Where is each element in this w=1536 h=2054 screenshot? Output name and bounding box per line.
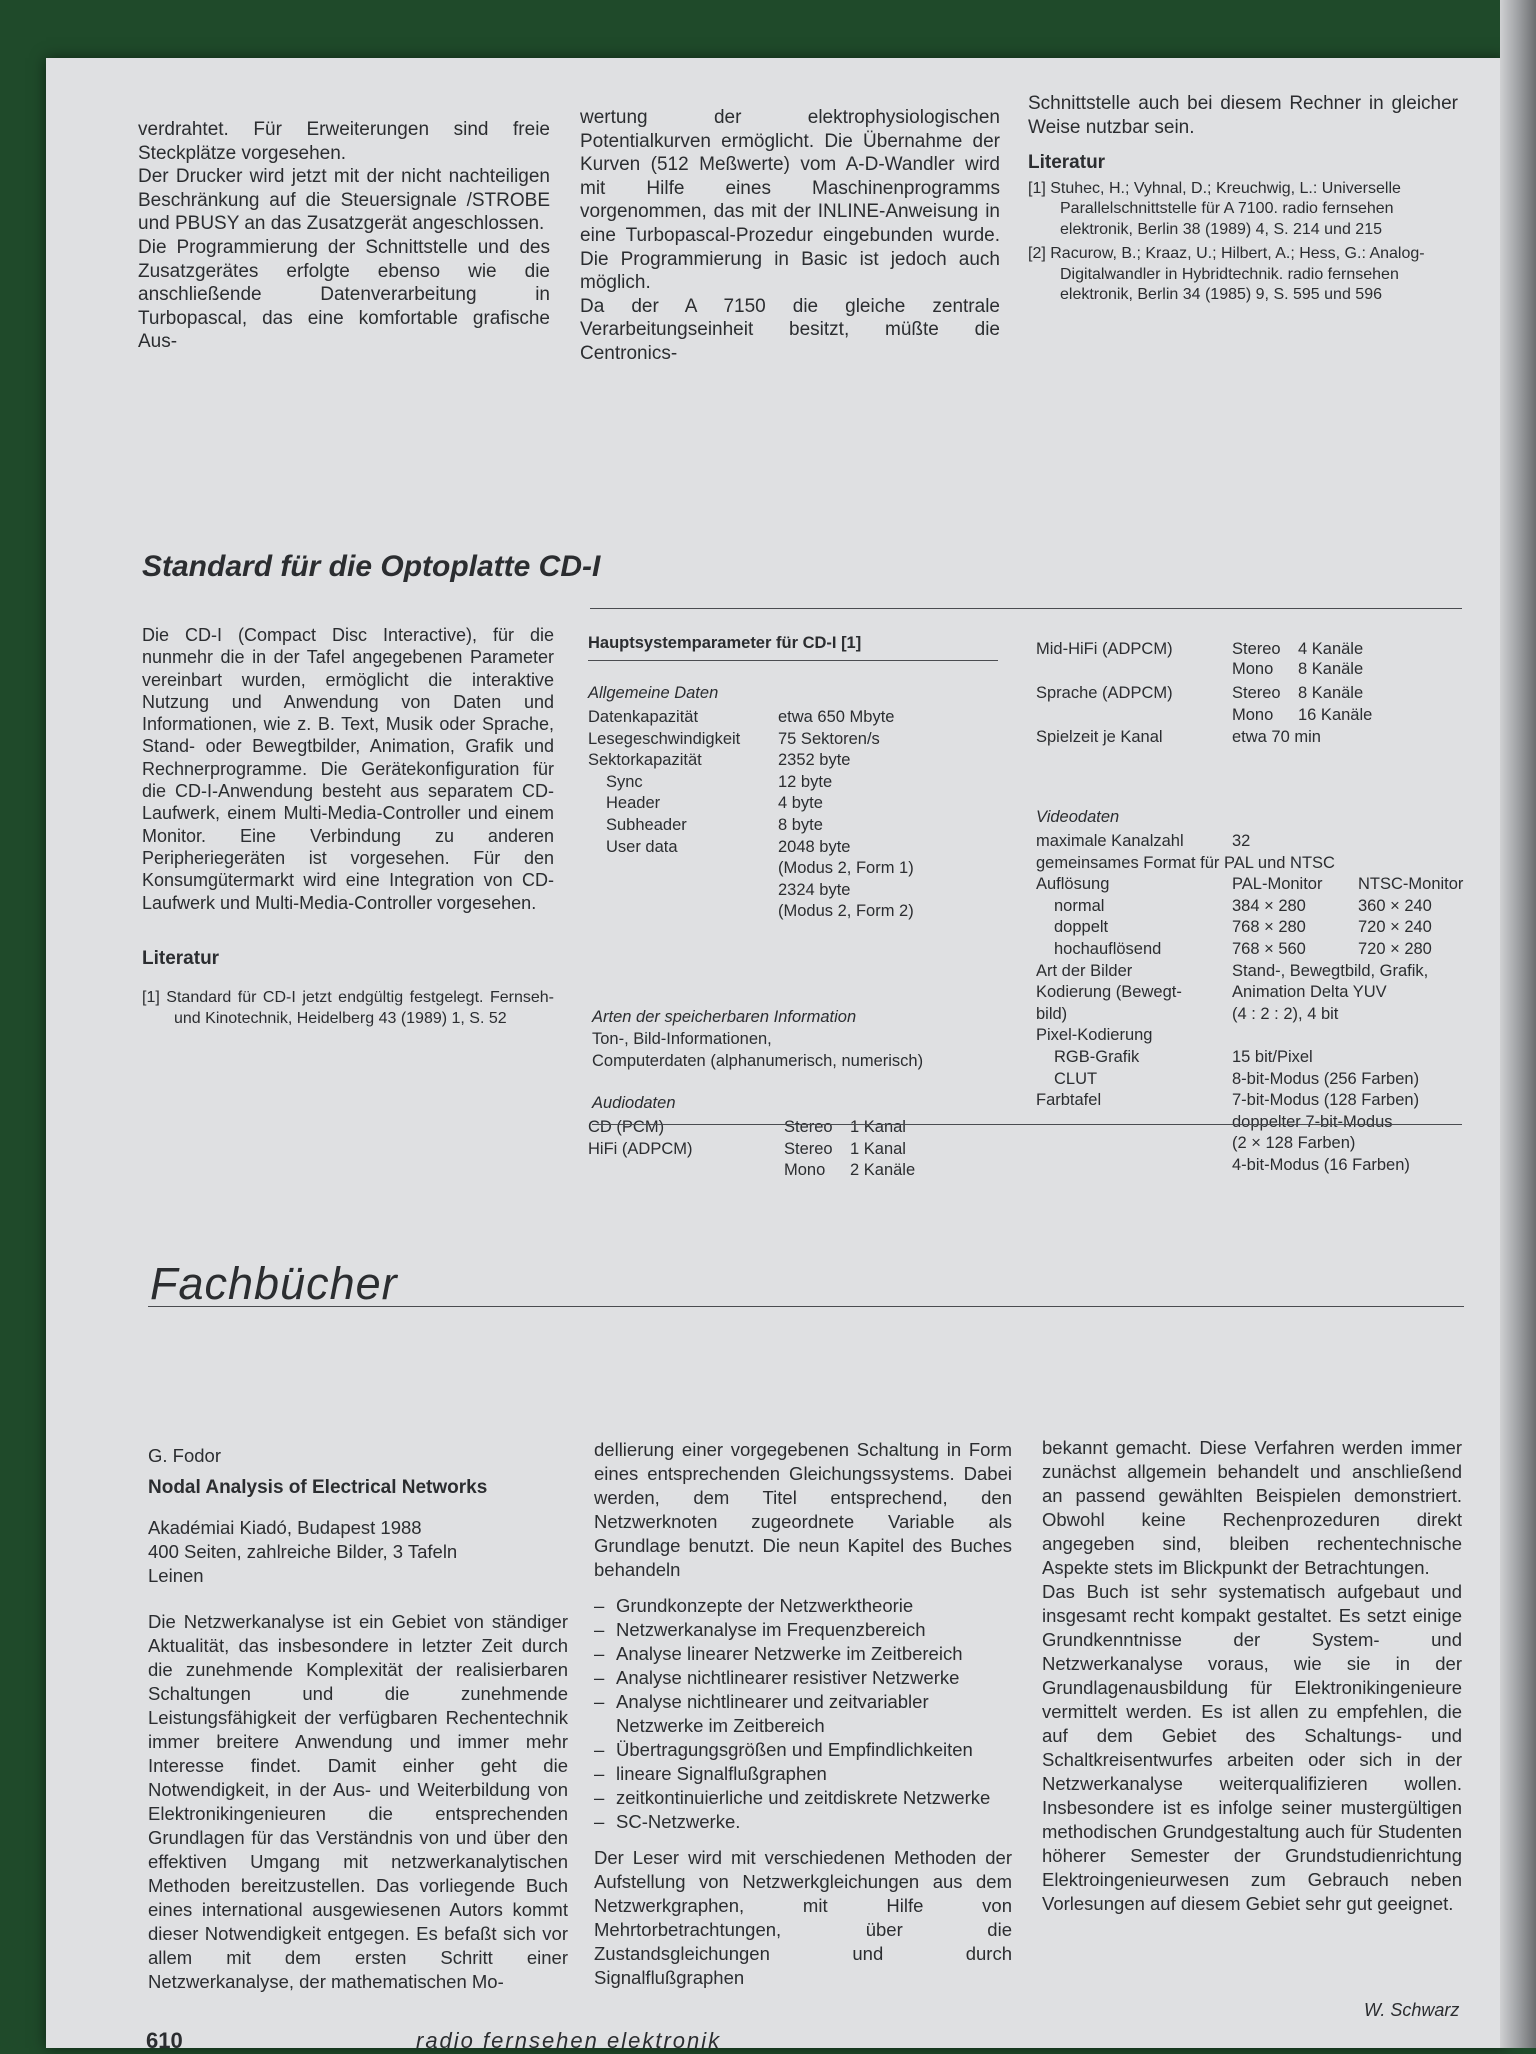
table-label: RGB-Grafik: [1054, 1048, 1140, 1066]
fachbuecher-rule: [148, 1306, 1464, 1307]
table-value: Stereo: [784, 1139, 833, 1158]
table-value: 1 Kanal: [850, 1118, 906, 1136]
table-bottom-rule: [592, 1124, 1462, 1125]
table-value: 2048 byte: [778, 837, 851, 856]
table-label: maximale Kanalzahl: [1036, 832, 1184, 850]
table-label: User data: [606, 837, 678, 856]
author: G. Fodor: [148, 1445, 221, 1466]
table-value: 4 byte: [778, 794, 823, 813]
table-value: Stand-, Bewegtbild, Grafik,: [1232, 961, 1429, 980]
table-value: 720 × 280: [1358, 940, 1432, 958]
table-label: Lesegeschwindigkeit: [588, 729, 741, 748]
reference: [1] Stuhec, H.; Vyhnal, D.; Kreuchwig, L.: Universelle Parallelschnittstelle für A 7100. radio fernsehen elektronik, Berlin 38 (1989) 4, S. 214 und 215: [1028, 179, 1401, 238]
table-label: Subheader: [606, 816, 687, 834]
table-value: 4 Kanäle: [1298, 640, 1364, 658]
magazine-page: [46, 58, 1506, 2053]
reference: [2] Racurow, B.; Kraaz, U.; Hilbert, A.; Hess, G.: Analog-Digitalwandler in Hybridtechnik. radio fernsehen elektronik, Berlin 34 (1985) 9, S. 595 und 596: [1028, 245, 1425, 304]
table-value: Mono: [1232, 660, 1274, 678]
info-heading: Arten der speicherbaren Information: [592, 1008, 857, 1026]
table-title: Hauptsystemparameter für CD-I [1]: [588, 634, 862, 652]
table-value: 32: [1232, 832, 1251, 850]
table-value: 8 Kanäle: [1298, 660, 1364, 678]
table-value: 2 Kanäle: [850, 1161, 916, 1180]
paragraph: Der Leser wird mit verschiedenen Methoden der Aufstellung von Netzwerkgleichungen aus dem Netzwerkgraphen, mit Hilfe von Mehrtorbetrachtungen, über die Zustandsgleichungen und durch Signalflußgraphen: [594, 1847, 1012, 1988]
table-label: Art der Bilder: [1036, 961, 1133, 980]
paragraph: Die CD-I (Compact Disc Interactive), für die nunmehr die in der Tafel angegebenen Parameter vereinbart wurden, ermöglicht die interaktive Nutzung und Anwendung von Daten und Informationen, wie z. B. Text, Musik oder Sprache, Stand- oder Bewegtbilder, Animation, Grafik und Rechnerprogramme. Die Gerätekonfiguration für die CD-I-Anwendung besteht aus separatem CD-Laufwerk, einem Multi-Media-Controller und einem Monitor. Eine Verbindung zu anderen Peripheriegeräten ist vorgesehen. Für den Konsumgütermarkt wird eine Integration von CD-Laufwerk und Multi-Media-Controller vorgesehen.: [142, 625, 554, 913]
table-value: 8-bit-Modus (256 Farben): [1232, 1069, 1420, 1088]
page-number: 610: [146, 2028, 183, 2053]
list-item: – lineare Signalflußgraphen: [594, 1762, 1012, 1786]
top-column-2: [580, 106, 1000, 366]
cdi-title: Standard für die Optoplatte CD-I: [142, 550, 601, 583]
table-label: Sprache (ADPCM): [1036, 684, 1173, 702]
publisher: Akadémiai Kiadó, Budapest 1988: [148, 1517, 422, 1538]
table-value: etwa 70 min: [1232, 728, 1321, 746]
table-label: Farbtafel: [1036, 1091, 1102, 1110]
table-value: etwa 650 Mbyte: [778, 708, 895, 726]
paragraph: Schnittstelle auch bei diesem Rechner in gleicher Weise nutzbar sein.: [1028, 93, 1458, 138]
table-label: Header: [606, 794, 661, 813]
table-label: Pixel-Kodierung: [1036, 1026, 1153, 1045]
cdi-body: [142, 624, 554, 1029]
paragraph: verdrahtet. Für Erweiterungen sind freie Steckplätze vorgesehen.: [138, 119, 550, 164]
table-label: Datenkapazität: [588, 708, 699, 726]
cdi-parameter-table-right: [1036, 618, 1466, 1178]
paragraph: Der Drucker wird jetzt mit der nicht nachteiligen Beschränkung auf die Steuersignale /STROBE und PBUSY an das Zusatzgerät angeschlossen.: [138, 166, 550, 235]
table-value: Stereo: [1232, 684, 1281, 702]
table-value: 75 Sektoren/s: [778, 729, 880, 748]
table-value: doppelter 7-bit-Modus: [1232, 1112, 1393, 1131]
info-line: Computerdaten (alphanumerisch, numerisch): [592, 1052, 924, 1070]
cdi-parameter-table: [588, 628, 1008, 1188]
list-item: – Analyse linearer Netzwerke im Zeitbereich: [594, 1642, 1012, 1666]
paragraph: dellierung einer vorgegebenen Schaltung in Form eines entsprechenden Gleichungssystems. Dabei werden, dem Titel entsprechend, den Netzwerknoten zugeordnete Variable als Grundlage benutzt. Die neun Kapitel des Buches behandeln: [594, 1439, 1012, 1580]
paragraph: Da der A 7150 die gleiche zentrale Verarbeitungseinheit besitzt, müßte die Centronics-: [580, 295, 1000, 364]
paragraph: wertung der elektrophysiologischen Potentialkurven ermöglicht. Die Übernahme der Kurven (512 Meßwerte) vom A-D-Wandler wird mit Hilfe eines Maschinenprogramms vorgenommen, das mit der INLINE-Anweisung in eine Turbopascal-Prozedur eingebunden wurde. Die Programmierung in Basic ist jedoch auch möglich.: [580, 107, 1000, 294]
table-value: 768 × 560: [1232, 940, 1306, 958]
list-item: – Analyse nichtlinearer und zeitvariabler Netzwerke im Zeitbereich: [594, 1690, 1012, 1738]
table-value: 360 × 240: [1358, 896, 1432, 915]
info-line: Ton-, Bild-Informationen,: [592, 1030, 772, 1048]
literature-heading: Literatur: [142, 947, 220, 969]
fachbuecher-title: Fachbücher: [150, 1258, 398, 1309]
table-value: (2 × 128 Farben): [1232, 1134, 1356, 1153]
paragraph: Die Programmierung der Schnittstelle und des Zusatzgerätes erfolgte ebenso wie die anschließende Datenverarbeitung in Turbopascal, das eine komfortable grafische Aus-: [138, 236, 550, 353]
table-value: (Modus 2, Form 1): [778, 859, 914, 878]
binding: Leinen: [148, 1565, 204, 1586]
table-value: 2352 byte: [778, 751, 851, 770]
review-column-2: [594, 1438, 1012, 1990]
paragraph: bekannt gemacht. Diese Verfahren werden immer zunächst allgemein behandelt und anschließend an passend gewählten Beispielen demonstriert. Obwohl keine Rechenprozeduren direkt angegeben sind, bleiben rechentechnische Aspekte stets im Blickpunkt der Betrachtungen.: [1042, 1437, 1462, 1578]
table-value: Animation Delta YUV: [1232, 983, 1387, 1002]
list-item: – Übertragungsgrößen und Empfindlichkeiten: [594, 1738, 1012, 1762]
book-title: Nodal Analysis of Electrical Networks: [148, 1477, 488, 1498]
table-value: Mono: [1232, 706, 1274, 724]
list-item: – Grundkonzepte der Netzwerktheorie: [594, 1594, 1012, 1618]
table-value: 720 × 240: [1358, 918, 1432, 937]
cdi-rule: [590, 608, 1462, 609]
table-label: Sektorkapazität: [588, 751, 702, 770]
table-value: NTSC-Monitor: [1358, 875, 1464, 894]
table-value: 2324 byte: [778, 880, 851, 899]
list-item: – Analyse nichtlinearer resistiver Netzwerke: [594, 1666, 1012, 1690]
table-label: gemeinsames Format für PAL und NTSC: [1036, 853, 1335, 872]
review-column-3: [1042, 1436, 1462, 1916]
table-value: 4-bit-Modus (16 Farben): [1232, 1156, 1410, 1174]
table-value: 7-bit-Modus (128 Farben): [1232, 1091, 1420, 1110]
table-label: Spielzeit je Kanal: [1036, 728, 1163, 746]
table-value: 8 byte: [778, 816, 823, 834]
table-value: 16 Kanäle: [1298, 706, 1373, 724]
table-label: HiFi (ADPCM): [588, 1139, 693, 1158]
table-value: PAL-Monitor: [1232, 875, 1323, 894]
chapter-list: [594, 1594, 1012, 1834]
table-value: Mono: [784, 1161, 826, 1180]
literature-heading: Literatur: [1028, 152, 1106, 174]
list-item: – Netzwerkanalyse im Frequenzbereich: [594, 1618, 1012, 1642]
top-column-1: [138, 118, 550, 354]
paragraph: Die Netzwerkanalyse ist ein Gebiet von ständiger Aktualität, das insbesondere in letzter Zeit durch die zunehmende Komplexität der realisierbaren Schaltungen und die zunehmende Leistungsfähigkeit der verfügbaren Rechentechnik immer breitere Anwendung und immer mehr Interesse findet. Damit einher geht die Notwendigkeit, in der Aus- und Weiterbildung von Elektronikingenieuren die entsprechenden Grundlagen für das Verständnis von und über den effektiven Umgang mit netzwerkanalytischen Methoden bereitzustellen. Das vorliegende Buch eines international ausgewiesenen Autors kommt dieser Notwendigkeit entgegen. Es befaßt sich vor allem mit dem ersten Schritt einer Netzwerkanalyse, der mathematischen Mo-: [148, 1611, 568, 1992]
table-value: 12 byte: [778, 772, 833, 791]
table-label: bild): [1036, 1004, 1068, 1023]
table-label: doppelt: [1054, 918, 1109, 937]
table-value: Stereo: [1232, 640, 1281, 658]
review-column-1: [148, 1444, 568, 1994]
table-label: CD (PCM): [588, 1118, 665, 1136]
table-label: Auflösung: [1036, 875, 1110, 894]
book-spine-shadow: [1500, 0, 1536, 2048]
journal-name: radio fernsehen elektronik: [416, 2028, 722, 2053]
general-heading: Allgemeine Daten: [588, 684, 719, 702]
table-label: CLUT: [1054, 1069, 1098, 1088]
table-value: 1 Kanal: [850, 1139, 906, 1158]
table-value: (Modus 2, Form 2): [778, 902, 914, 921]
table-rule: [588, 660, 998, 661]
table-label: Kodierung (Bewegt-: [1036, 983, 1182, 1002]
video-heading: Videodaten: [1036, 808, 1120, 826]
top-column-3: [1028, 92, 1458, 306]
table-label: Sync: [606, 772, 643, 791]
table-value: 768 × 280: [1232, 918, 1306, 937]
reference: [1] Standard für CD-I jetzt endgültig festgelegt. Fernseh- und Kinotechnik, Heidelberg 43 (1989) 1, S. 52: [142, 989, 554, 1027]
audio-heading: Audiodaten: [592, 1094, 676, 1112]
table-value: Stereo: [784, 1118, 833, 1136]
list-item: – SC-Netzwerke.: [594, 1810, 1012, 1834]
table-label: Mid-HiFi (ADPCM): [1036, 640, 1173, 658]
table-value: 8 Kanäle: [1298, 684, 1364, 702]
list-item: – zeitkontinuierliche und zeitdiskrete Netzwerke: [594, 1786, 1012, 1810]
pages: 400 Seiten, zahlreiche Bilder, 3 Tafeln: [148, 1541, 458, 1562]
table-label: hochauflösend: [1054, 940, 1162, 958]
table-value: (4 : 2 : 2), 4 bit: [1232, 1004, 1339, 1023]
table-label: normal: [1054, 896, 1105, 915]
paragraph: Das Buch ist sehr systematisch aufgebaut und insgesamt recht kompakt gestaltet. Es setzt einige Grundkenntnisse der System- und Netzwerkanalyse voraus, wie sie in der Grundlagenausbildung für Elektronikingenieure vermittelt werden. Es ist allen zu empfehlen, die auf dem Gebiet des Schaltungs- und Schaltkreisentwurfes arbeiten oder sich in der Netzwerkanalyse weiterqualifizieren wollen. Insbesondere ist es infolge seiner mustergültigen methodischen Grundgestaltung auch für Studenten höherer Semester der Grundstudienrichtung Elektroingenieurwesen zum Gebrauch neben Vorlesungen auf diesem Gebiet sehr gut geeignet.: [1042, 1581, 1462, 1914]
table-value: 384 × 280: [1232, 896, 1306, 915]
reviewer-signature: W. Schwarz: [1364, 2000, 1460, 2020]
table-value: 15 bit/Pixel: [1232, 1048, 1313, 1066]
